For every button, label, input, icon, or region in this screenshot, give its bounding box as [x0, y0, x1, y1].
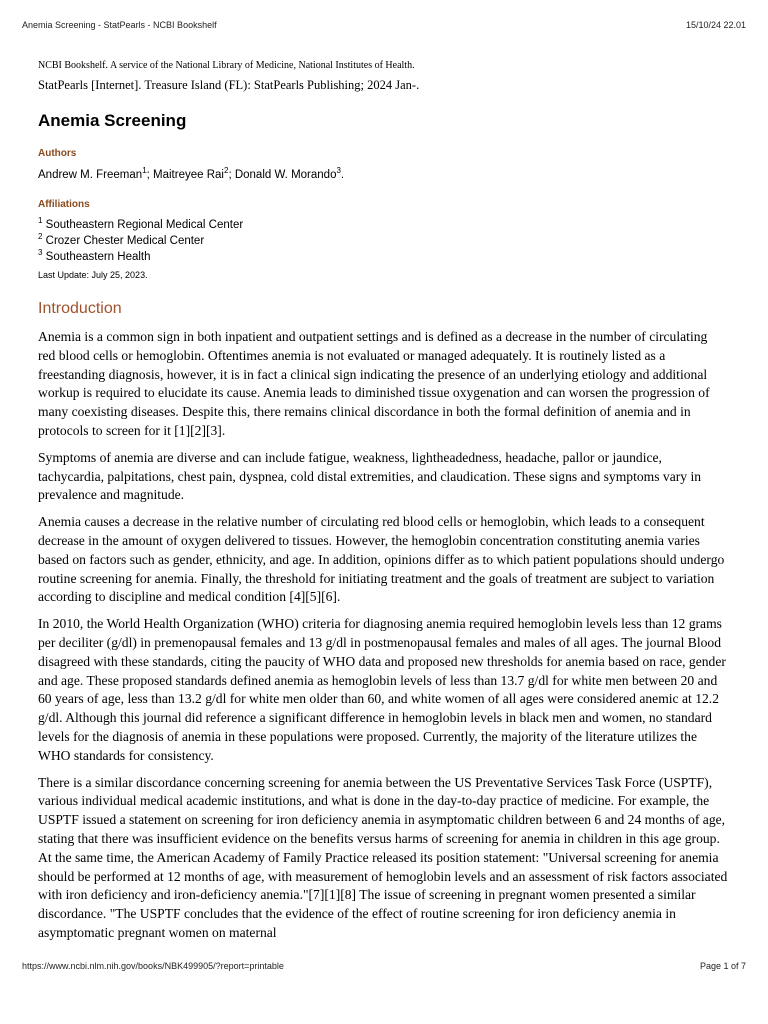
authors-list [38, 167, 728, 183]
authors-label: Authors [38, 148, 77, 159]
author-name[interactable]: Donald W. Morando [234, 169, 337, 181]
author-separator: ; [146, 169, 154, 181]
print-header-title: Anemia Screening - StatPearls - NCBI Bookshelf [22, 20, 217, 30]
intro-paragraph: In 2010, the World Health Organization (WHO) criteria for diagnosing anemia required hemoglobin levels less than 12 grams per deciliter (g/dl) in premenopausal females and 13 g/dl in postmenopausal females and males of all ages. The journal Blood disagreed with these standards, citing the paucity of WHO data and proposed new thresholds for anemia based on race, gender and age. These proposed standards defined anemia as hemoglobin levels of less than 13.7 g/dl for white men between 20 and 60 years of age, less than 13.2 g/dl for white men older than 60, and white women of all ages were considered anemic at 12.2 g/dl. Although this journal did reference a significant difference in hemoglobin levels in black men and women, no standard levels for the diagnosis of anemia in these populations were proposed. Currently, the majority of the literature utilizes the WHO standards for consistency. [38, 616, 726, 763]
intro-paragraph: Anemia is a common sign in both inpatient and outpatient settings and is defined as a decrease in the number of circulating red blood cells or hemoglobin. Oftentimes anemia is not evaluated or managed adequately. It is routinely listed as a freestanding diagnosis, however, it is in fact a clinical sign indicating the presence of an underlying etiology and additional workup is required to elucidate its cause. Anemia leads to diminished tissue oxygenation and can worsen the progression of many coexisting diseases. Despite this, there remains clinical discordance in both the formal definition of anemia and in protocols to screen for it [1][2][3]. [38, 329, 710, 438]
intro-paragraph: There is a similar discordance concerning screening for anemia between the US Preventative Services Task Force (USPTF), various individual medical academic institutions, and what is done in the day-to-day practice of medicine. For example, the USPTF issued a statement on screening for iron deficiency anemia in asymptomatic children between 6 and 24 months of age, stating that there was insufficient evidence on the benefits versus harms of screening for anemia in children in this age group. At the same time, the American Academy of Family Practice released its position statement: "Universal screening for anemia should be performed at 12 months of age, with measurement of hemoglobin levels and an assessment of risk factors associated with iron deficiency and iron-deficiency anemia."[7][1][8] The issue of screening in pregnant women presented a similar discordance. "The USPTF concludes that the evidence of the effect of routine screening for iron deficiency anemia in asymptomatic pregnant women on maternal [38, 774, 728, 940]
affiliations-list [38, 217, 728, 265]
affiliation-name: Southeastern Regional Medical Center [45, 219, 244, 231]
affiliations-label: Affiliations [38, 199, 90, 210]
print-footer-page-number: Page 1 of 7 [699, 961, 746, 971]
author-affiliation-ref: 2 [223, 166, 229, 175]
author-name[interactable]: Andrew M. Freeman [38, 169, 143, 181]
document-content [38, 59, 728, 943]
author-affiliation-ref: 3 [336, 166, 341, 175]
affiliation-number: 2 [38, 232, 43, 241]
intro-paragraph: Symptoms of anemia are diverse and can include fatigue, weakness, lightheadedness, headache, pallor or jaundice, tachycardia, palpitations, chest pain, dyspnea, cold distal extremities, and claudication. These signs and symptoms vary in prevalence and magnitude. [38, 449, 702, 503]
author-separator: ; [228, 169, 235, 181]
intro-paragraph: Anemia causes a decrease in the relative number of circulating red blood cells or hemoglobin, which leads to a consequent decrease in the amount of oxygen delivered to tissues. However, the hemoglobin concentration constituting anemia varies based on factors such as gender, ethnicity, and age. In addition, opinions differ as to which patient populations should undergo routine screening for anemia. Finally, the threshold for initiating treatment and the goals of treatment are subject to variation according to discipline and medical condition [4][5][6]. [38, 514, 725, 605]
citation-line: StatPearls [Internet]. Treasure Island (FL): StatPearls Publishing; 2024 Jan-. [38, 78, 420, 92]
author-separator: . [340, 169, 345, 181]
print-header-datetime: 15/10/24 22.01 [685, 20, 746, 30]
affiliation-item [38, 217, 728, 233]
affiliation-item [38, 233, 728, 249]
affiliation-number: 1 [38, 216, 43, 225]
article-title: Anemia Screening [38, 111, 187, 130]
author-name[interactable]: Maitreyee Rai [153, 169, 224, 181]
bookshelf-service-line: NCBI Bookshelf. A service of the National Library of Medicine, National Institutes of Health. [38, 60, 415, 71]
section-heading-introduction: Introduction [38, 300, 122, 317]
affiliation-number: 3 [38, 248, 43, 257]
author-affiliation-ref: 1 [142, 166, 147, 175]
affiliation-name: Crozer Chester Medical Center [45, 235, 205, 247]
print-footer-url: https://www.ncbi.nlm.nih.gov/books/NBK499905/?report=printable [22, 961, 284, 971]
affiliation-item [38, 249, 728, 265]
last-update: Last Update: July 25, 2023. [38, 270, 148, 280]
affiliation-name: Southeastern Health [45, 251, 151, 263]
